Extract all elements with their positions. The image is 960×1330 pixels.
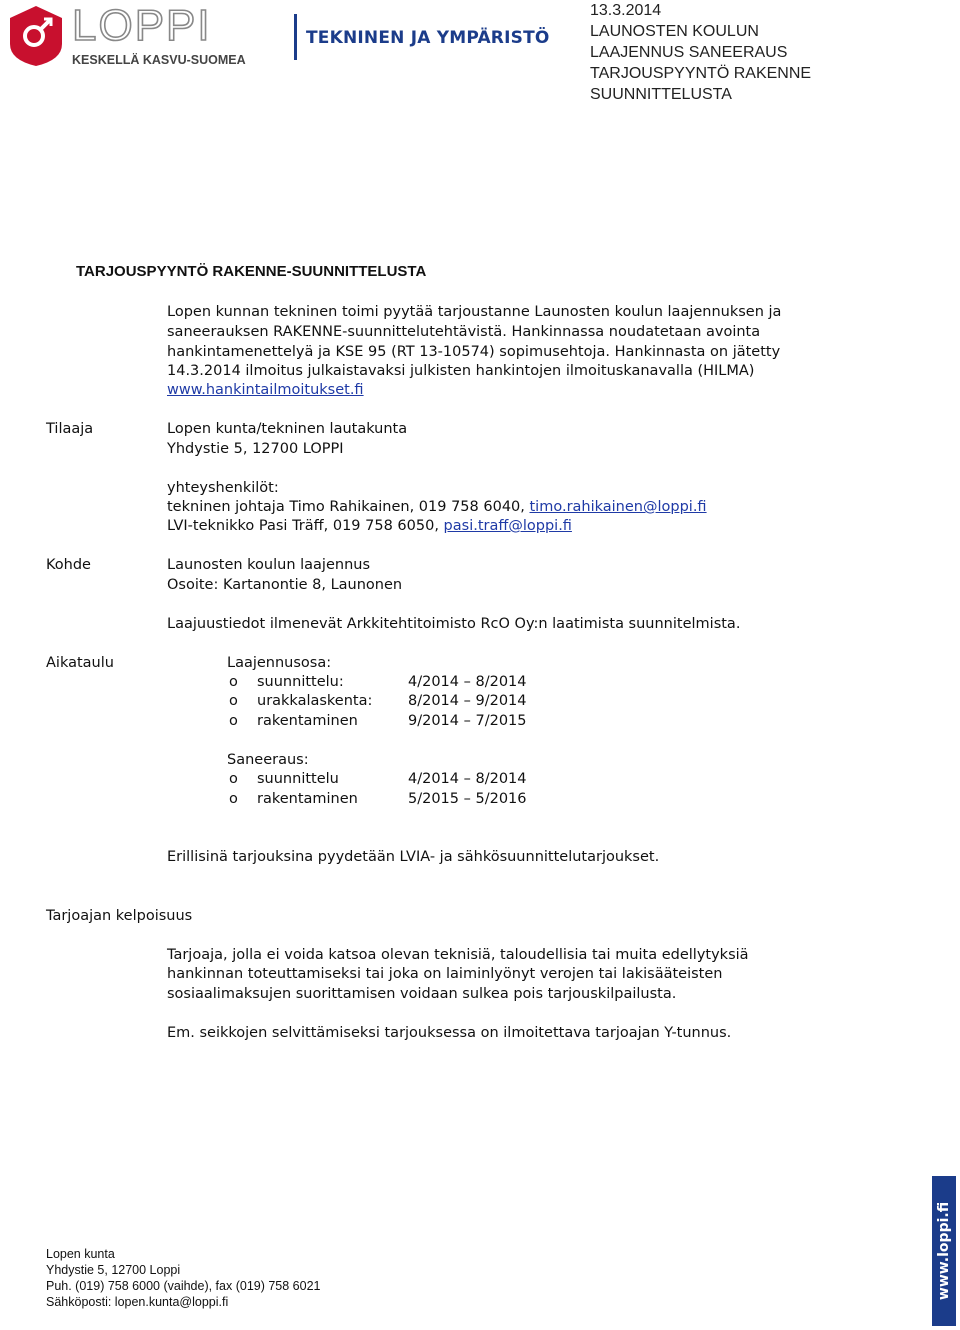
ytunnus-note: Em. seikkojen selvittämiseksi tarjouksessa on ilmoitettava tarjoajan Y-tunnus. — [167, 1025, 732, 1041]
loppi-emblem-icon — [10, 6, 62, 66]
footer-line: Sähköposti: lopen.kunta@loppi.fi — [46, 1295, 229, 1309]
header-date: 13.3.2014 — [590, 2, 662, 19]
kohde-name: Launosten koulun laajennus — [167, 557, 371, 573]
kelpoisuus-line: Tarjoaja, jolla ei voida katsoa olevan teknisiä, taloudellisia tai muita edellytyksiä — [167, 947, 749, 963]
tilaaja-address: Yhdystie 5, 12700 LOPPI — [167, 441, 344, 457]
label-kelpoisuus: Tarjoajan kelpoisuus — [46, 908, 193, 924]
list-bullet: o — [229, 713, 238, 729]
contact-rahikainen — [167, 498, 707, 517]
kelpoisuus-line: hankinnan toteuttamiseksi tai joka on laiminlyönyt verojen tai lakisääteisten — [167, 966, 723, 982]
schedule-period: 9/2014 – 7/2015 — [408, 713, 527, 729]
header-line: LAAJENNUS SANEERAUS — [590, 44, 788, 61]
intro-line: Lopen kunnan tekninen toimi pyytää tarjoustanne Launosten koulun laajennuksen ja — [167, 304, 782, 320]
footer-contact — [46, 1246, 321, 1310]
logo-tagline: KESKELLÄ KASVU-SUOMEA — [72, 53, 246, 67]
schedule-item: rakentaminen — [257, 791, 358, 807]
hilma-link[interactable]: www.hankintailmoitukset.fi — [167, 382, 364, 398]
schedule-period: 8/2014 – 9/2014 — [408, 693, 527, 709]
kohde-address: Osoite: Kartanontie 8, Launonen — [167, 577, 403, 593]
footer-line: Yhdystie 5, 12700 Loppi — [46, 1263, 181, 1277]
document-header-info — [590, 0, 811, 105]
website-banner-text: www.loppi.fi — [936, 1201, 952, 1301]
schedule-period: 4/2014 – 8/2014 — [408, 674, 527, 690]
schedule-item: urakkalaskenta: — [257, 693, 373, 709]
logo-wordmark: LOPPI — [72, 4, 212, 50]
contacts-heading: yhteyshenkilöt: — [167, 480, 279, 496]
label-kohde: Kohde — [46, 557, 91, 573]
loppi-logo — [6, 4, 256, 68]
header-divider — [294, 14, 297, 60]
list-bullet: o — [229, 771, 238, 787]
intro-line: saneerauksen RAKENNE-suunnittelutehtävistä. Hankinnassa noudatetaan avointa — [167, 324, 761, 340]
schedule-item: suunnittelu: — [257, 674, 344, 690]
header-line: TARJOUSPYYNTÖ RAKENNE — [590, 65, 812, 82]
email-link-traff[interactable]: pasi.traff@loppi.fi — [443, 518, 572, 534]
header-line: SUUNNITTELUSTA — [590, 86, 732, 103]
footer-line: Puh. (019) 758 6000 (vaihde), fax (019) 758 6021 — [46, 1279, 321, 1293]
tilaaja-name: Lopen kunta/tekninen lautakunta — [167, 421, 408, 437]
header-line: LAUNOSTEN KOULUN — [590, 23, 759, 40]
intro-line: 14.3.2014 ilmoitus julkaistavaksi julkisten hankintojen ilmoituskanavalla (HILMA) — [167, 363, 755, 379]
label-aikataulu: Aikataulu — [46, 655, 114, 671]
email-link-rahikainen[interactable]: timo.rahikainen@loppi.fi — [529, 499, 707, 515]
kohde-scope: Laajuustiedot ilmenevät Arkkitehtitoimisto RcO Oy:n laatimista suunnitelmista. — [167, 616, 741, 632]
schedule-period: 4/2014 – 8/2014 — [408, 771, 527, 787]
schedule-period: 5/2015 – 5/2016 — [408, 791, 527, 807]
list-bullet: o — [229, 791, 238, 807]
schedule-item: rakentaminen — [257, 713, 358, 729]
contact-text: tekninen johtaja Timo Rahikainen, 019 758 6040, — [167, 499, 530, 515]
separate-offers-note: Erillisinä tarjouksina pyydetään LVIA- ja sähkösuunnittelutarjoukset. — [167, 849, 660, 865]
contact-text: LVI-teknikko Pasi Träff, 019 758 6050, — [167, 518, 444, 534]
footer-line: Lopen kunta — [46, 1247, 115, 1261]
list-bullet: o — [229, 674, 238, 690]
list-bullet: o — [229, 693, 238, 709]
department-name: TEKNINEN JA YMPÄRISTÖ — [306, 28, 550, 48]
contact-traff — [167, 517, 572, 536]
website-banner — [932, 1176, 956, 1326]
schedule-item: suunnittelu — [257, 771, 339, 787]
label-tilaaja: Tilaaja — [46, 421, 94, 437]
kelpoisuus-line: sosiaalimaksujen suorittamisen voidaan sulkea pois tarjouskilpailusta. — [167, 986, 677, 1002]
laajennus-heading: Laajennusosa: — [227, 655, 332, 671]
intro-line: hankintamenettelyä ja KSE 95 (RT 13-10574) sopimusehtoja. Hankinnasta on jätetty — [167, 344, 781, 360]
document-title: TARJOUSPYYNTÖ RAKENNE-SUUNNITTELUSTA — [76, 263, 427, 280]
saneeraus-heading: Saneeraus: — [227, 752, 309, 768]
